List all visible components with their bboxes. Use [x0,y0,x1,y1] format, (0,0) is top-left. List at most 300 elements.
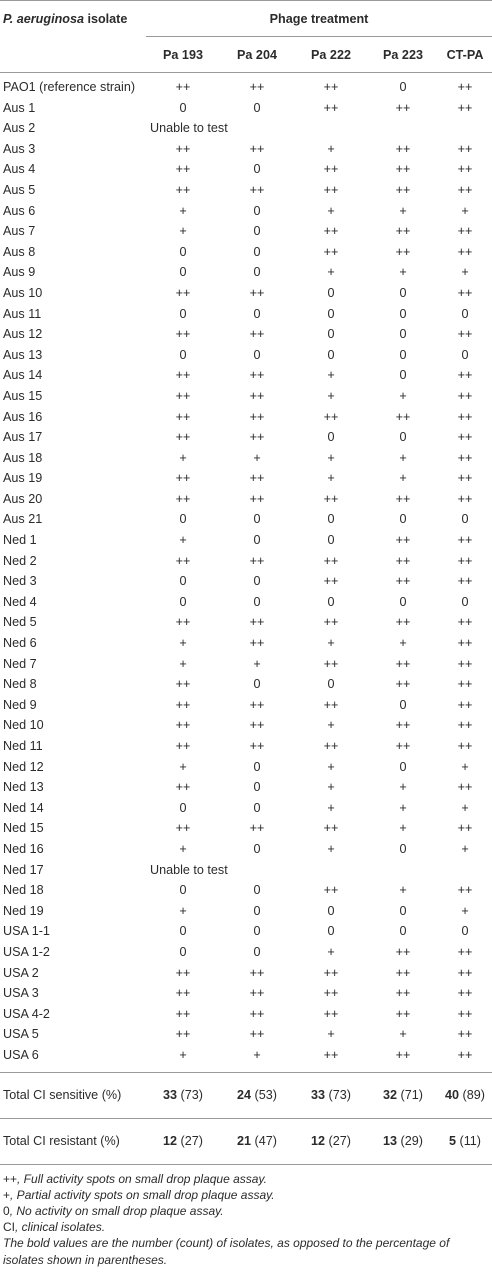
table-row [0,98,492,119]
isolate-cell: USA 1-1 [3,924,50,939]
activity-cell: ++ [323,1047,339,1062]
activity-cell: ++ [323,821,339,836]
activity-cell: ++ [323,224,339,239]
activity-cell: + [327,388,335,403]
activity-cell: ++ [249,409,265,424]
activity-cell: 0 [253,800,261,815]
activity-cell: + [399,821,407,836]
activity-cell: 0 [253,780,261,795]
table-row [0,427,492,448]
activity-cell: 0 [461,347,469,362]
activity-cell: ++ [395,677,411,692]
activity-cell: ++ [249,636,265,651]
activity-cell: ++ [175,162,191,177]
activity-cell: ++ [457,697,473,712]
activity-cell: ++ [457,1006,473,1021]
activity-cell: + [399,780,407,795]
activity-cell: ++ [457,615,473,630]
activity-cell: ++ [249,821,265,836]
table-row [0,736,492,757]
table-row [0,468,492,489]
activity-cell: + [327,841,335,856]
isolate-cell: Ned 1 [3,533,37,548]
count-value: 12 [163,1134,178,1148]
activity-cell: 0 [327,512,335,527]
activity-cell: + [327,800,335,815]
activity-cell: + [327,471,335,486]
totals-label: Total CI sensitive (%) [0,1072,146,1118]
table-row [0,386,492,407]
isolate-cell: Aus 20 [3,491,43,506]
table-row [0,942,492,963]
isolate-cell: Ned 5 [3,615,37,630]
activity-cell: + [461,903,469,918]
percent-value: (73) [325,1088,351,1102]
activity-cell: ++ [249,327,265,342]
activity-cell: ++ [175,1006,191,1021]
percent-value: (53) [251,1088,277,1102]
activity-cell: 0 [327,903,335,918]
activity-cell: ++ [249,697,265,712]
activity-cell: ++ [323,656,339,671]
activity-cell: ++ [395,656,411,671]
activity-cell: ++ [249,80,265,94]
totals-cell [294,1118,368,1164]
activity-cell: + [179,903,187,918]
activity-cell: ++ [395,533,411,548]
isolate-cell: Ned 17 [3,862,44,877]
activity-cell: ++ [323,80,339,94]
activity-cell: 0 [179,924,187,939]
activity-cell: + [253,656,261,671]
activity-cell: ++ [249,471,265,486]
activity-cell: + [461,759,469,774]
activity-cell: ++ [249,491,265,506]
table-row [0,921,492,942]
activity-cell: + [179,656,187,671]
activity-cell: ++ [323,491,339,506]
table-row [0,757,492,778]
activity-cell: ++ [323,553,339,568]
percent-value: (73) [177,1088,203,1102]
footnote-line [3,1203,489,1219]
percent-value: (29) [397,1134,423,1148]
isolate-cell: USA 3 [3,986,39,1001]
activity-cell: ++ [323,965,339,980]
activity-cell: + [179,450,187,465]
table-row [0,1045,492,1072]
activity-cell: 0 [179,512,187,527]
activity-cell: ++ [175,615,191,630]
activity-cell: ++ [249,1006,265,1021]
activity-cell: + [327,1027,335,1042]
activity-cell: 0 [253,306,261,321]
isolate-cell: Ned 16 [3,841,44,856]
activity-cell: ++ [175,697,191,712]
activity-cell: ++ [457,450,473,465]
count-value: 32 [383,1088,398,1102]
activity-cell: ++ [395,224,411,239]
isolate-cell: Aus 18 [3,450,43,465]
activity-cell: ++ [395,1006,411,1021]
activity-cell: ++ [457,471,473,486]
table-row [0,983,492,1004]
activity-cell: ++ [457,656,473,671]
activity-cell: ++ [395,100,411,115]
activity-cell: + [399,883,407,898]
isolate-cell: Aus 16 [3,409,43,424]
isolate-cell: Ned 9 [3,697,37,712]
isolate-cell: Aus 11 [3,306,42,321]
isolate-cell: USA 2 [3,965,39,980]
activity-cell: ++ [249,368,265,383]
activity-cell: 0 [327,533,335,548]
table-row [0,489,492,510]
table-body [0,73,492,1073]
isolate-cell: USA 1-2 [3,944,50,959]
footnote-line [3,1187,489,1203]
activity-cell: ++ [457,80,473,94]
count-value: 21 [237,1134,252,1148]
activity-cell: 0 [179,944,187,959]
activity-cell: 0 [253,924,261,939]
activity-cell: ++ [457,285,473,300]
activity-cell: + [399,1027,407,1042]
activity-cell: + [327,368,335,383]
activity-cell: 0 [399,306,407,321]
activity-cell: + [179,1047,187,1062]
column-header: Pa 222 [294,37,368,73]
activity-cell: ++ [175,553,191,568]
table-row [0,201,492,222]
activity-cell: 0 [253,883,261,898]
totals-cell [146,1118,220,1164]
activity-cell: 0 [179,800,187,815]
activity-cell: 0 [327,306,335,321]
activity-cell: + [461,841,469,856]
activity-cell: ++ [249,553,265,568]
activity-cell: ++ [395,553,411,568]
isolate-cell: Ned 11 [3,739,43,753]
table-row [0,880,492,901]
activity-cell: ++ [249,739,265,753]
isolate-column-header [0,1,146,37]
activity-cell: 0 [327,285,335,300]
activity-cell: 0 [399,924,407,939]
activity-cell: ++ [457,388,473,403]
activity-cell: 0 [327,327,335,342]
table-row [0,139,492,160]
table-row [0,901,492,922]
activity-cell: ++ [323,182,339,197]
footnote-text: , Partial activity spots on small drop plaque assay. [10,1187,275,1202]
column-header: CT-PA [438,37,492,73]
isolate-cell: Aus 1 [3,100,36,115]
isolate-cell: USA 6 [3,1047,39,1062]
activity-cell: ++ [323,697,339,712]
isolate-label: isolate [83,11,128,26]
activity-cell: + [399,800,407,815]
isolate-cell: Aus 19 [3,471,43,486]
activity-cell: 0 [399,347,407,362]
totals-cell [368,1118,438,1164]
isolate-cell: Ned 13 [3,780,44,795]
activity-cell: 0 [327,430,335,445]
isolate-cell: USA 4-2 [3,1006,50,1021]
activity-cell: ++ [395,944,411,959]
table-row [0,1004,492,1025]
activity-cell: ++ [323,574,339,589]
activity-cell: 0 [253,841,261,856]
activity-cell: 0 [399,697,407,712]
percent-value: (27) [325,1134,351,1148]
activity-cell: ++ [457,1047,473,1062]
percent-value: (89) [459,1088,485,1102]
table-row [0,612,492,633]
activity-cell: ++ [175,368,191,383]
activity-cell: ++ [457,944,473,959]
activity-cell: ++ [395,615,411,630]
table-row [0,839,492,860]
activity-cell: 0 [253,244,261,259]
table-row [0,674,492,695]
isolate-cell: Ned 18 [3,883,44,898]
table-row [0,963,492,984]
footnote-text: , Full activity spots on small drop plaque assay. [17,1171,267,1186]
table-row [0,159,492,180]
count-value: 33 [311,1088,326,1102]
isolate-cell: Ned 8 [3,677,37,692]
activity-cell: 0 [253,594,261,609]
table-row [0,283,492,304]
activity-cell: ++ [395,182,411,197]
totals-section [0,1072,492,1164]
isolate-cell: Aus 2 [3,121,36,136]
table-row [0,633,492,654]
activity-cell: ++ [457,533,473,548]
activity-cell: ++ [457,986,473,1001]
isolate-cell: Aus 17 [3,430,43,445]
isolate-cell: Ned 14 [3,800,44,815]
activity-cell: + [327,944,335,959]
activity-cell: ++ [457,409,473,424]
activity-cell: 0 [179,244,187,259]
table-row [0,448,492,469]
activity-cell: ++ [175,986,191,1001]
activity-cell: + [327,265,335,280]
activity-cell: ++ [395,1047,411,1062]
activity-cell: ++ [249,141,265,156]
totals-cell [438,1118,492,1164]
activity-cell: ++ [457,244,473,259]
activity-cell: ++ [249,986,265,1001]
activity-cell: ++ [457,430,473,445]
activity-cell: + [461,800,469,815]
activity-cell: ++ [175,718,191,733]
percent-value: (11) [456,1134,481,1148]
activity-cell: ++ [249,388,265,403]
activity-cell: ++ [175,430,191,445]
activity-cell: ++ [457,368,473,383]
isolate-cell: Ned 6 [3,636,37,651]
activity-cell: ++ [175,409,191,424]
activity-cell: + [179,759,187,774]
activity-cell: ++ [175,821,191,836]
table-row [0,715,492,736]
column-header: Pa 193 [146,37,220,73]
activity-cell: ++ [395,491,411,506]
activity-cell: ++ [457,162,473,177]
unable-to-test-cell: Unable to test [150,862,228,877]
activity-cell: 0 [179,594,187,609]
table-row [0,1024,492,1045]
activity-cell: 0 [461,594,469,609]
activity-cell: + [327,141,335,156]
activity-cell: 0 [253,533,261,548]
activity-cell: ++ [457,780,473,795]
activity-cell: ++ [175,677,191,692]
table-row [0,324,492,345]
activity-cell: + [327,718,335,733]
activity-cell: ++ [395,718,411,733]
activity-cell: ++ [323,162,339,177]
isolate-cell: Aus 13 [3,347,43,362]
isolate-cell: Aus 5 [3,182,36,197]
table-row [0,345,492,366]
activity-cell: ++ [175,80,191,94]
activity-cell: ++ [249,718,265,733]
activity-cell: + [399,388,407,403]
totals-cell [438,1072,492,1118]
activity-cell: + [179,636,187,651]
activity-cell: + [327,636,335,651]
empty-header-cell [0,37,146,73]
isolate-cell: Ned 2 [3,553,37,568]
activity-cell: 0 [399,759,407,774]
activity-cell: ++ [323,1006,339,1021]
unable-to-test-cell: Unable to test [150,121,228,136]
footnote-symbol: ++ [3,1171,18,1186]
isolate-cell: Aus 9 [3,265,36,280]
totals-label: Total CI resistant (%) [0,1118,146,1164]
footnote-symbol: 0 [3,1203,10,1218]
activity-cell: 0 [253,265,261,280]
isolate-cell: Aus 10 [3,285,43,300]
activity-cell: ++ [395,162,411,177]
isolate-cell: Aus 6 [3,203,36,218]
activity-cell: 0 [399,80,407,94]
activity-cell: 0 [399,430,407,445]
activity-cell: 0 [253,347,261,362]
activity-cell: 0 [399,285,407,300]
activity-cell: 0 [461,924,469,939]
activity-cell: 0 [253,759,261,774]
totals-row [0,1118,492,1164]
activity-cell: + [327,203,335,218]
activity-cell: ++ [175,471,191,486]
totals-cell [220,1072,294,1118]
column-header: Pa 223 [368,37,438,73]
count-value: 12 [311,1134,326,1148]
table-row [0,180,492,201]
activity-cell: + [399,203,407,218]
activity-cell: ++ [175,965,191,980]
activity-cell: 0 [327,677,335,692]
activity-cell: ++ [395,739,411,753]
activity-cell: ++ [323,739,339,753]
activity-cell: ++ [395,244,411,259]
activity-cell: ++ [323,615,339,630]
activity-cell: ++ [175,739,191,753]
activity-cell: ++ [175,327,191,342]
activity-cell: 0 [179,574,187,589]
activity-cell: + [461,203,469,218]
activity-cell: ++ [457,965,473,980]
activity-cell: ++ [249,1027,265,1042]
activity-cell: ++ [395,141,411,156]
activity-cell: 0 [179,100,187,115]
footnotes [0,1165,492,1268]
activity-cell: 0 [399,368,407,383]
activity-cell: 0 [327,347,335,362]
footnote-symbol: CI [3,1220,15,1235]
activity-cell: 0 [253,574,261,589]
activity-cell: 0 [179,347,187,362]
activity-cell: ++ [457,491,473,506]
activity-cell: 0 [399,903,407,918]
activity-cell: 0 [253,162,261,177]
isolate-cell: Aus 7 [3,224,36,239]
activity-cell: ++ [395,986,411,1001]
footnote-line [3,1235,489,1267]
activity-cell: ++ [323,409,339,424]
activity-cell: ++ [175,182,191,197]
table-row [0,509,492,530]
table-row [0,365,492,386]
activity-cell: 0 [461,512,469,527]
table-row [0,695,492,716]
count-value: 40 [445,1088,460,1102]
footnote-line [3,1171,489,1187]
isolate-cell: Aus 14 [3,368,43,383]
activity-cell: ++ [457,574,473,589]
activity-cell: + [399,471,407,486]
activity-cell: + [253,1047,261,1062]
totals-cell [368,1072,438,1118]
activity-cell: ++ [249,285,265,300]
activity-cell: 0 [253,512,261,527]
activity-cell: + [399,265,407,280]
isolate-cell: Ned 7 [3,656,37,671]
table-row [0,262,492,283]
table-row [0,530,492,551]
count-value: 13 [383,1134,398,1148]
activity-cell: ++ [457,224,473,239]
totals-cell [146,1072,220,1118]
activity-cell: ++ [249,430,265,445]
isolate-cell: USA 5 [3,1027,39,1042]
table-row [0,860,492,881]
table-row [0,818,492,839]
isolate-cell: Ned 12 [3,759,44,774]
activity-cell: ++ [323,883,339,898]
activity-cell: ++ [457,883,473,898]
activity-cell: 0 [179,306,187,321]
activity-cell: ++ [457,1027,473,1042]
isolate-cell: PAO1 (reference strain) [3,80,136,94]
activity-cell: ++ [457,141,473,156]
activity-cell: ++ [175,141,191,156]
